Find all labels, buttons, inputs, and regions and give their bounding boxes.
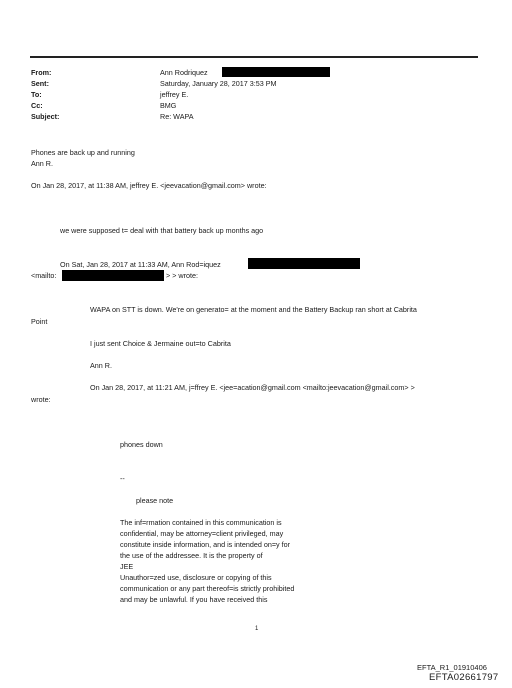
efta-id-large: EFTA02661797 xyxy=(429,672,499,683)
body-line: we were supposed t= deal with that battery back up months ago xyxy=(60,226,264,235)
from-value: Ann Rodriquez xyxy=(160,68,208,77)
notice-line: Unauthor=zed use, disclosure or copying of this xyxy=(120,573,272,582)
body-line: wrote: xyxy=(31,395,51,404)
mailto-prefix: <mailto: xyxy=(31,271,57,280)
body-line: Ann R. xyxy=(90,361,112,370)
redaction-block xyxy=(248,258,360,269)
to-label: To: xyxy=(31,90,42,99)
body-line: WAPA on STT is down. We're on generato= at the moment and the Battery Backup ran short at Cabrita xyxy=(90,305,417,314)
notice-line: The inf=rmation contained in this communication is xyxy=(120,518,282,527)
mailto-suffix: > > wrote: xyxy=(166,271,198,280)
from-label: From: xyxy=(31,68,52,77)
subject-label: Subject: xyxy=(31,112,60,121)
redaction-block xyxy=(222,67,330,77)
quote-header: On Sat, Jan 28, 2017 at 11:33 AM, Ann Rod=iquez xyxy=(60,260,221,269)
notice-line: JEE xyxy=(120,562,134,571)
quote-header: On Jan 28, 2017, at 11:21 AM, j=ffrey E. <jee=acation@gmail.com <mailto:jeevacation@gmail.com> > xyxy=(90,383,415,392)
notice-line: confidential, may be attorney=client privileged, may xyxy=(120,529,284,538)
sent-value: Saturday, January 28, 2017 3:53 PM xyxy=(160,79,277,88)
notice-line: and may be unlawful. If you have received this xyxy=(120,595,268,604)
sent-label: Sent: xyxy=(31,79,49,88)
efta-id-small: EFTA_R1_01910406 xyxy=(417,663,487,672)
cc-value: BMG xyxy=(160,101,177,110)
signature-separator: -- xyxy=(120,474,125,483)
redaction-block xyxy=(62,270,164,281)
notice-line: communication or any part thereof=is strictly prohibited xyxy=(120,584,295,593)
body-line: I just sent Choice & Jermaine out=to Cabrita xyxy=(90,339,231,348)
body-line: Point xyxy=(31,317,48,326)
notice-line: constitute inside information, and is intended on=y for xyxy=(120,540,291,549)
notice-line: the use of the addressee. It is the property of xyxy=(120,551,263,560)
quote-header: On Jan 28, 2017, at 11:38 AM, jeffrey E. <jeevacation@gmail.com> wrote: xyxy=(31,181,267,190)
subject-value: Re: WAPA xyxy=(160,112,194,121)
body-line: Ann R. xyxy=(31,159,53,168)
body-line: please note xyxy=(136,496,174,505)
body-line: Phones are back up and running xyxy=(31,148,135,157)
body-line: phones down xyxy=(120,440,163,449)
to-value: jeffrey E. xyxy=(160,90,189,99)
page-number: 1 xyxy=(255,626,259,632)
cc-label: Cc: xyxy=(31,101,43,110)
header-rule xyxy=(30,56,478,58)
